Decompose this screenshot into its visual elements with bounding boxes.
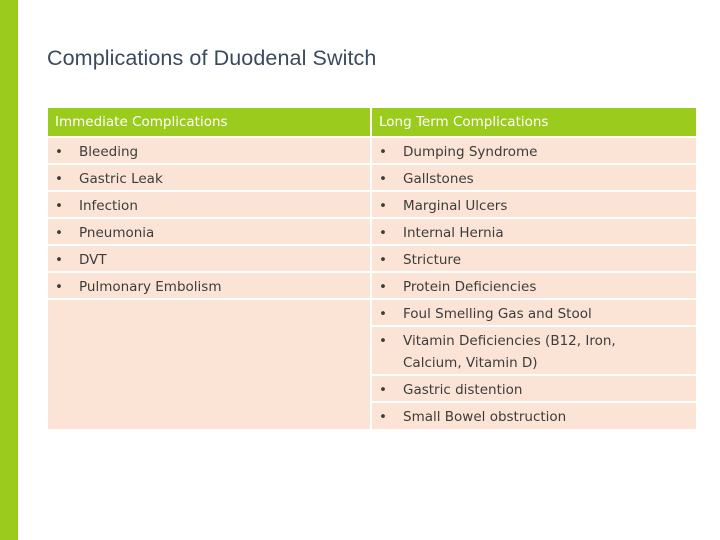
slide-title: Complications of Duodenal Switch (47, 46, 377, 70)
bullet: • (379, 198, 387, 214)
list-item: Internal Hernia (403, 225, 504, 241)
long-term-cell (371, 137, 696, 164)
table-header-row (48, 108, 696, 137)
bullet: • (55, 225, 63, 241)
immediate-cell (48, 137, 371, 164)
bullet: • (379, 225, 387, 241)
long-term-cell (371, 402, 696, 429)
long-term-cell (371, 375, 696, 402)
bullet: • (379, 382, 387, 398)
long-term-cell (371, 299, 696, 326)
immediate-cell (48, 191, 371, 218)
table-row (48, 137, 696, 164)
bullet: • (379, 333, 387, 349)
long-term-cell (371, 191, 696, 218)
bullet: • (379, 171, 387, 187)
list-item: Vitamin Deficiencies (B12, Iron, Calcium, Vitamin D) (403, 333, 616, 371)
header-immediate: Immediate Complications (48, 108, 371, 137)
table-row (48, 218, 696, 245)
list-item: Marginal Ulcers (403, 198, 508, 214)
long-term-cell (371, 272, 696, 299)
immediate-cell (48, 164, 371, 191)
list-item: Infection (79, 198, 138, 214)
empty-cell (48, 299, 371, 429)
list-item: DVT (79, 252, 107, 268)
list-item: Bleeding (79, 144, 139, 160)
bullet: • (55, 171, 63, 187)
bullet: • (55, 279, 63, 295)
bullet: • (379, 144, 387, 160)
bullet: • (55, 252, 63, 268)
list-item: Protein Deficiencies (403, 279, 537, 295)
list-item: Gastric Leak (79, 171, 163, 187)
list-item: Gastric distention (403, 382, 523, 398)
list-item: Stricture (403, 252, 461, 268)
long-term-cell (371, 164, 696, 191)
bullet: • (379, 252, 387, 268)
header-long-term: Long Term Complications (371, 108, 696, 137)
complications-table (48, 108, 696, 429)
list-item: Foul Smelling Gas and Stool (403, 306, 592, 322)
list-item: Gallstones (403, 171, 474, 187)
bullet: • (379, 306, 387, 322)
accent-bar (0, 0, 18, 540)
table-row (48, 245, 696, 272)
long-term-cell (371, 218, 696, 245)
list-item: Pulmonary Embolism (79, 279, 222, 295)
list-item: Pneumonia (79, 225, 155, 241)
long-term-cell (371, 326, 696, 375)
table-row (48, 164, 696, 191)
table-row (48, 299, 696, 326)
long-term-cell (371, 245, 696, 272)
immediate-cell (48, 272, 371, 299)
list-item: Small Bowel obstruction (403, 409, 567, 425)
bullet: • (55, 198, 63, 214)
immediate-cell (48, 245, 371, 272)
immediate-cell (48, 218, 371, 245)
table-row (48, 191, 696, 218)
table-row (48, 272, 696, 299)
bullet: • (379, 409, 387, 425)
bullet: • (55, 144, 63, 160)
bullet: • (379, 279, 387, 295)
list-item: Dumping Syndrome (403, 144, 538, 160)
